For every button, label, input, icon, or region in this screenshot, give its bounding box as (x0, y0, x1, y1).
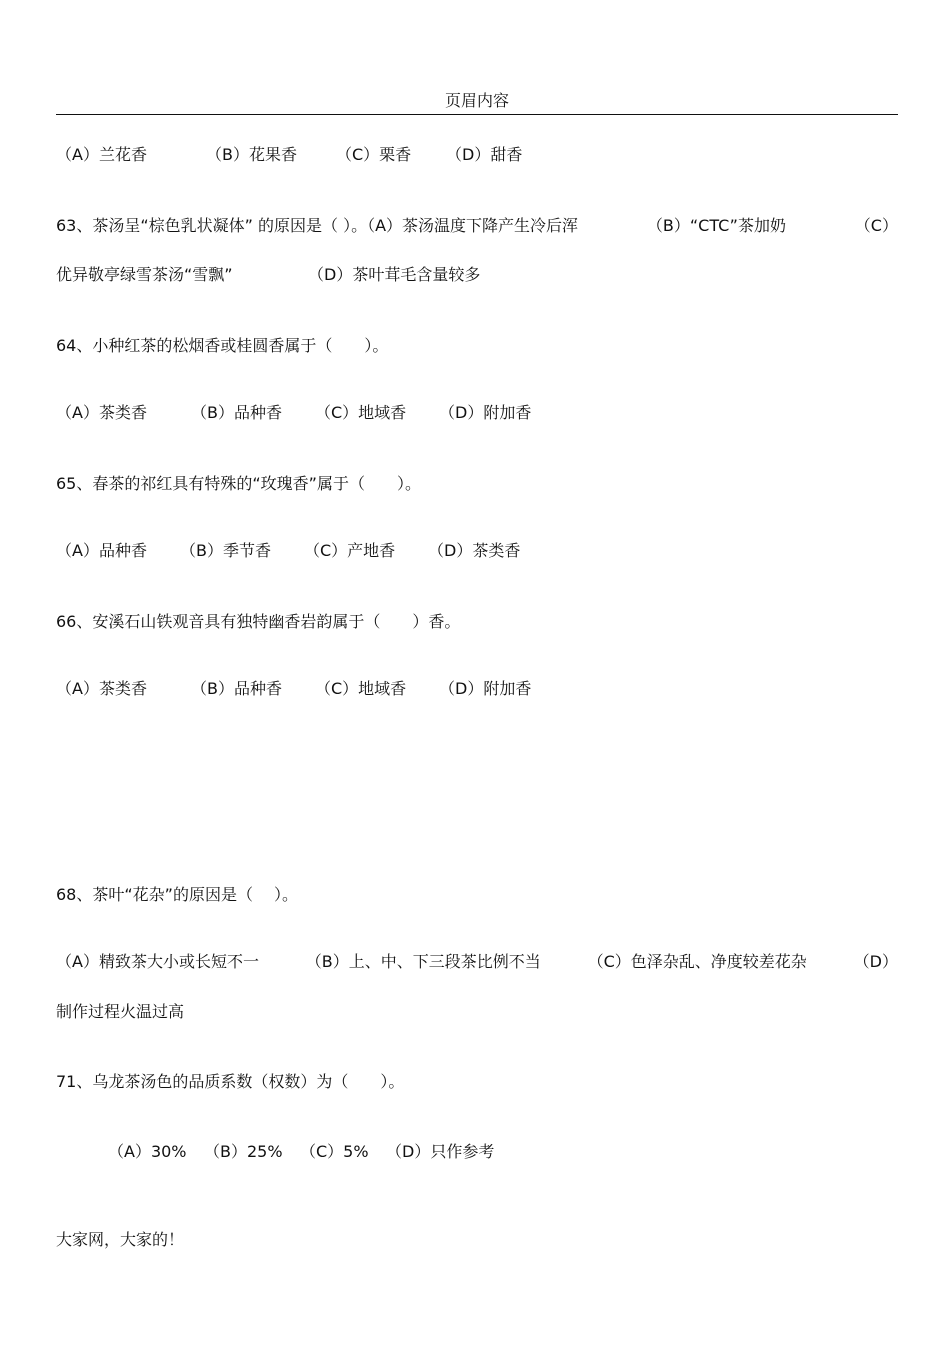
q64-question: 64、小种红茶的松烟香或桂圆香属于（ ）。 (56, 336, 389, 355)
q64-option-a: （A）茶类香 (56, 403, 147, 422)
q63-line-1 (56, 215, 898, 237)
q63-question: 63、茶汤呈“棕色乳状凝体” 的原因是（ ）。（A）茶汤温度下降产生冷后浑 (56, 216, 579, 235)
q62-option-b: （B）花果香 (206, 145, 297, 164)
q65-option-a: （A）品种香 (56, 541, 147, 560)
q68-question: 68、茶叶“花杂”的原因是（ ）。 (56, 885, 299, 904)
q66-option-a: （A）茶类香 (56, 679, 147, 698)
q66-option-b: （B）品种香 (191, 679, 282, 698)
header-title: 页眉内容 (444, 91, 509, 110)
page-header (56, 88, 898, 115)
q64-option-b: （B）品种香 (191, 403, 282, 422)
q65-options (56, 540, 898, 562)
q68-line-1 (56, 951, 898, 973)
q65-option-d: （D）茶类香 (428, 541, 521, 560)
q65-option-b: （B）季节香 (180, 541, 271, 560)
q68-option-d-label: （D） (853, 952, 898, 971)
q71-option-a: （A）30% (108, 1142, 187, 1161)
q68-option-a: （A）精致茶大小或长短不一 (56, 952, 259, 971)
footer-text: 大家网，大家的！ (56, 1230, 185, 1249)
q63-option-d: （D）茶叶茸毛含量较多 (308, 265, 481, 284)
q62-option-a: （A）兰花香 (56, 145, 147, 164)
q62-options (56, 144, 898, 166)
q66-options (56, 678, 898, 700)
q66-option-d: （D）附加香 (439, 679, 532, 698)
q71-question: 71、乌龙茶汤色的品质系数（权数）为（ ）。 (56, 1072, 405, 1091)
q63-option-b: （B）“CTC”茶加奶 (646, 216, 786, 235)
q71-options (108, 1141, 898, 1163)
q65-option-c: （C）产地香 (304, 541, 396, 560)
q63-option-c-label: （C） (854, 216, 898, 235)
q71-option-c: （C）5% (300, 1142, 369, 1161)
q65-question: 65、春茶的祁红具有特殊的“玫瑰香”属于（ ）。 (56, 474, 421, 493)
q64-option-d: （D）附加香 (439, 403, 532, 422)
q68-option-b: （B）上、中、下三段茶比例不当 (305, 952, 541, 971)
q64-option-c: （C）地域香 (315, 403, 407, 422)
q64-options (56, 402, 898, 424)
q68-option-c: （C）色泽杂乱、净度较差花杂 (587, 952, 807, 971)
q62-option-d: （D）甜香 (446, 145, 523, 164)
q66-question: 66、安溪石山铁观音具有独特幽香岩韵属于（ ）香。 (56, 612, 461, 631)
q71-option-b: （B）25% (204, 1142, 283, 1161)
q66-option-c: （C）地域香 (315, 679, 407, 698)
q71-option-d: （D）只作参考 (386, 1142, 495, 1161)
q63-line-2 (56, 264, 898, 286)
q63-option-c-text: 优异敬亭绿雪茶汤“雪飘” (56, 265, 233, 284)
q68-option-d-text: 制作过程火温过高 (56, 1002, 185, 1021)
q62-option-c: （C）栗香 (336, 145, 412, 164)
